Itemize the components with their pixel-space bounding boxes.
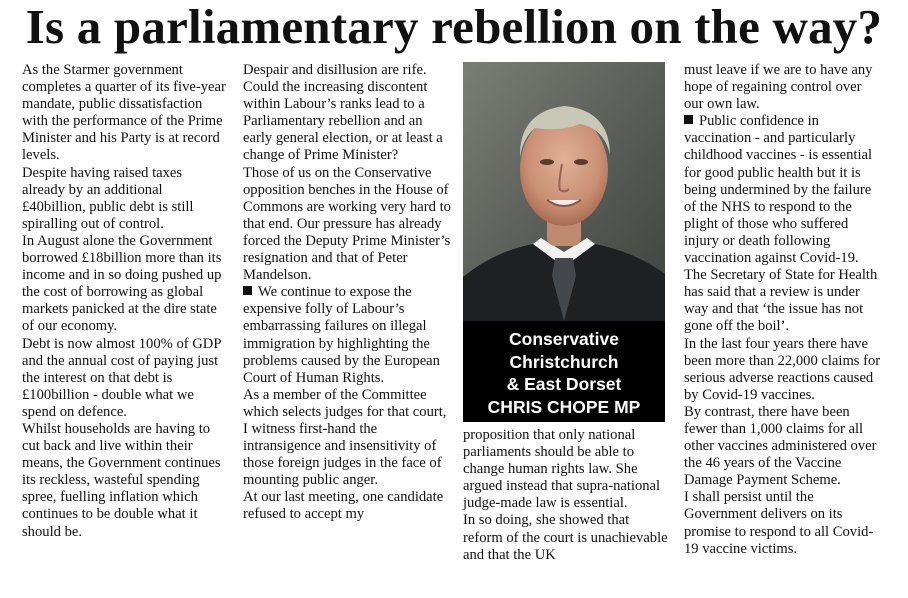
- paragraph: As a member of the Committee which selects judges for that court, I witness first-hand the intransigence and insensitivity of those foreign judges in the face of mounting public anger.: [243, 386, 447, 489]
- article-column-3: [463, 427, 668, 564]
- square-bullet-icon: [243, 286, 252, 295]
- paragraph: In the last four years there have been more than 22,000 claims for serious adverse reactions caused by Covid-19 vaccines.: [684, 335, 881, 403]
- paragraph: As the Starmer government completes a quarter of its five-year mandate, public dissatisfaction with the performance of the Prime Minister and his Party is at record levels.: [22, 62, 226, 164]
- portrait-photo: [463, 62, 665, 321]
- paragraph: I shall persist until the Government delivers on its promise to respond to all Covid-19 vaccine victims.: [684, 489, 874, 557]
- headline: Is a parliamentary rebellion on the way?: [25, 0, 883, 54]
- paragraph: Despite having raised taxes already by an additional £40billion, public debt is still spiralling out of control.: [22, 164, 194, 232]
- caption-party: Conservative: [509, 329, 619, 349]
- bullet-paragraph: [243, 284, 453, 387]
- article-column-1: [22, 62, 227, 541]
- article-column-2: [243, 62, 453, 524]
- caption-constituency-2: & East Dorset: [506, 374, 622, 394]
- portrait-icon: [463, 62, 665, 321]
- paragraph: In August alone the Government borrowed £18billion more than its income and in so doing pushed up the cost of borrowing as global markets panicked at the dire state of our economy.: [22, 232, 222, 335]
- caption-constituency: Christchurch: [509, 351, 619, 372]
- paragraph: By contrast, there have been fewer than 1,000 claims for all other vaccines administered over the 46 years of the Vaccine Damage Payment Scheme.: [684, 403, 877, 489]
- paragraph-text: Public confidence in vaccination - and particularly childhood vaccines - is essential for good public health but it is being undermined by the failure of the NHS to respond to the plight of those who suffered injury or death following vaccination against Covid-19.: [684, 113, 873, 267]
- bullet-paragraph: [684, 113, 884, 267]
- paragraph: The Secretary of State for Health has said that a review is under way and that ‘the issue has not gone off the boil’.: [684, 267, 878, 335]
- paragraph: Debt is now almost 100% of GDP and the annual cost of paying just the interest on that debt is £100billion - double what we spend on defence.: [22, 335, 221, 420]
- paragraph: must leave if we are to have any hope of regaining control over our own law.: [684, 62, 873, 113]
- paragraph: At our last meeting, one candidate refused to accept my: [243, 489, 444, 523]
- paragraph-text: We continue to expose the expensive folly of Labour’s embarrassing failures on illegal immigration by highlighting the problems caused by the European Court of Human Rights.: [243, 284, 440, 386]
- paragraph: In so doing, she showed that reform of the court is unachievable and that the UK: [463, 512, 668, 563]
- paragraph: Whilst households are having to cut back and live within their means, the Government continues its reckless, wasteful spending spree, fuelling inflation which continues to be double what it should be.: [22, 420, 221, 540]
- photo-caption: [463, 321, 665, 422]
- caption-name: CHRIS CHOPE MP: [487, 396, 641, 417]
- article-column-4: [684, 62, 884, 558]
- paragraph: proposition that only national parliaments should be able to change human rights law. She argued instead that supra-national judge-made law is essential.: [463, 427, 661, 512]
- square-bullet-icon: [684, 115, 693, 124]
- paragraph: Despair and disillusion are rife. Could the increasing discontent within Labour’s ranks lead to a Parliamentary rebellion and an early general election, or at least a change of Prime Minister?: [243, 62, 443, 164]
- paragraph: Those of us on the Conservative opposition benches in the House of Commons are working very hard to that end. Our pressure has already forced the Deputy Prime Minister’s resignation and that of Peter Mandelson.: [243, 164, 451, 284]
